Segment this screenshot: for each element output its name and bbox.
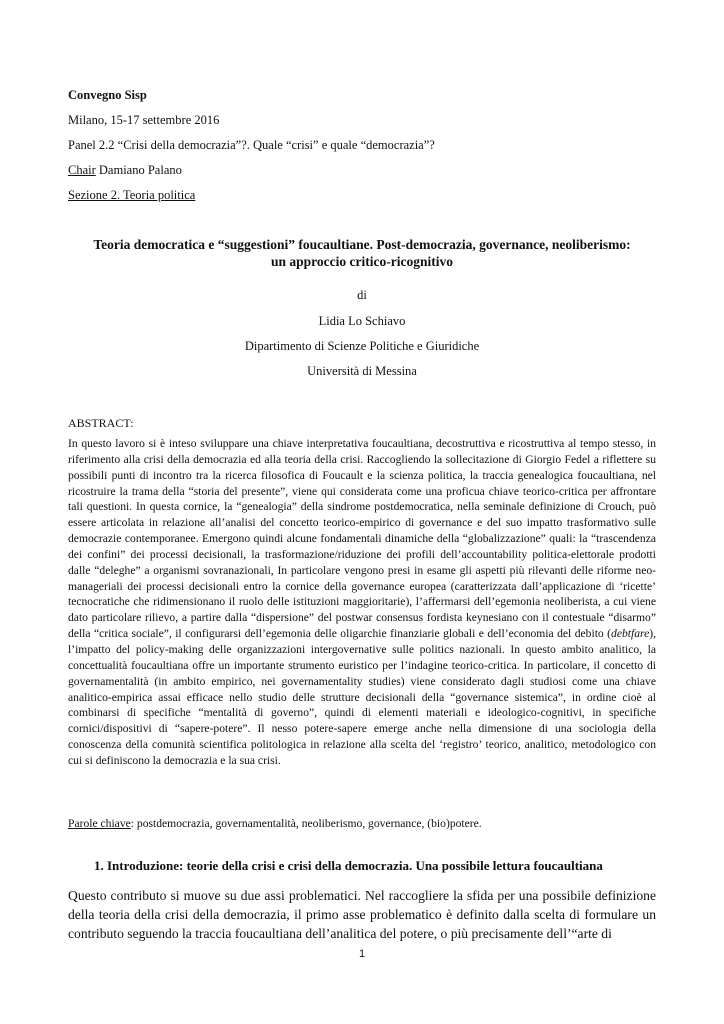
section-label: Sezione 2. Teoria politica xyxy=(68,188,196,202)
conference-place-date: Milano, 15-17 settembre 2016 xyxy=(68,113,220,127)
paper-title-line-2: un approccio critico-ricognitivo xyxy=(271,254,453,269)
keywords-label: Parole chiave xyxy=(68,817,131,830)
author-name: Lidia Lo Schiavo xyxy=(318,314,406,328)
chair-name: Damiano Palano xyxy=(95,163,182,177)
panel-title: Panel 2.2 “Crisi della democrazia”?. Quale “crisi” e quale “democrazia”? xyxy=(68,138,435,152)
abstract-text xyxy=(68,436,656,769)
section-1-body: Questo contributo si muove su due assi problematici. Nel raccogliere la sfida per una possibile definizione della teoria della crisi della democrazia, il primo asse problematico è definito dalla scelta di formulare un contributo seguendo la traccia foucaultiana dell’analitica del potere, o più precisamente dell’“arte di xyxy=(68,888,656,941)
page-number: 1 xyxy=(358,948,366,960)
abstract-label: ABSTRACT: xyxy=(68,416,134,430)
keywords-text: : postdemocrazia, governamentalità, neoliberismo, governance, (bio)potere. xyxy=(130,817,482,830)
conference-name: Convegno Sisp xyxy=(68,88,147,102)
chair-label: Chair xyxy=(68,163,96,177)
abstract-text-italic: debtfare xyxy=(611,627,650,641)
keywords-line xyxy=(68,816,482,831)
abstract-text-part-2: ), l’impatto del policy-making delle organizzazioni intergovernative sulle politics nazionali. In questo ambito analitico, la concettualità foucaultiana offre un importante strumento euristico per l’indagine teorico-critica. In particolare, il concetto di governamentalità (in ambito empirico, nei governamentality studies) viene considerato dagli studiosi come una chiave analitico-empirica assai efficace nello studio delle strutture decisionali della “governance sistemica”, in ordine cioè al combinarsi di specifiche “mentalità di governo”, quindi di elementi materiali e ideologico-cognitivi, in specifiche cornici/dispositivi di “sapere-potere”. Il nesso potere-sapere emerge anche nella dimensione di una sociologia della conoscenza della comunità scientifica politologica in relazione alla scelta del ‘registro’ teorico, analitico, metodologico con cui si definiscono la democrazia e la sua crisi. xyxy=(68,627,656,767)
paper-title-line-1: Teoria democratica e “suggestioni” foucaultiane. Post-democrazia, governance, neoliberismo: xyxy=(93,237,631,252)
chair-line xyxy=(68,163,182,178)
abstract-text-part-1: In questo lavoro si è inteso sviluppare una chiave interpretativa foucaultiana, decostruttiva e ricostruttiva al tempo stesso, in riferimento alla crisi della democrazia ed alla teoria della crisi. Raccogliendo la sollecitazione di Giorgio Fedel a riflettere su possibili punti di incontro tra la ricerca filosofica di Foucault e la scienza politica, la traccia genealogica foucaultiana, nel ricostruire la trama della “storia del presente”, viene qui considerata come una proficua chiave teorico-critica per affrontare tali questioni. In questa cornice, la “genealogia” della sindrome postdemocratica, nella seminale definizione di Crouch, può essere articolata in relazione all’analisi del concetto teorico-empirico di governance e del suo impatto trasformativo sulle democrazie contemporanee. Emergono quindi alcune fondamentali dinamiche della “globalizzazione” quali: la “trascendenza dei confini” dei processi decisionali, la trasformazione/riduzione dei profili dell’accountability politica-elettorale prodotti dalle “deleghe” a organismi sovranazionali, In particolare vengono presi in esame gli aspetti più rilevanti delle riforme neo-manageriali dei processi decisionali entro la cornice della governance europea (caratterizzata dall’applicazione di ‘ricette’ tecnocratiche che ridimensionano il ruolo delle istituzioni maggioritarie), l’affermarsi dell’egemonia neoliberista, a cui viene dato particolare rilievo, a partire dalla “dispersione” del postwar consensus fordista keynesiano con il contestuale “disarmo” della “critica sociale”, il configurarsi dell’egemonia delle oligarchie finanziarie globali e dell’economia del debito ( xyxy=(68,437,656,641)
author-department: Dipartimento di Scienze Politiche e Giuridiche xyxy=(244,339,480,353)
author-university: Università di Messina xyxy=(307,364,417,378)
section-1-heading: 1. Introduzione: teorie della crisi e crisi della democrazia. Una possibile lettura foucaultiana xyxy=(94,858,603,873)
paper-title xyxy=(60,236,664,270)
byline-di: di xyxy=(357,288,367,302)
